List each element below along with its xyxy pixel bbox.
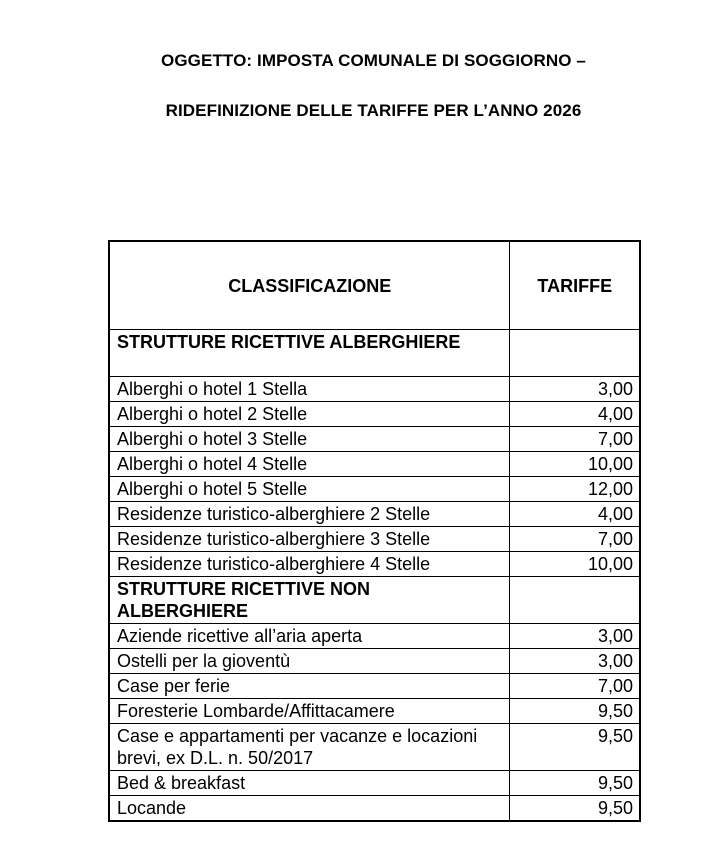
row-value: 4,00 [509,402,640,427]
row-value: 9,50 [509,796,640,822]
table-row [109,502,640,527]
section-row [109,330,640,377]
table-row [109,377,640,402]
row-label: STRUTTURE RICETTIVE NON ALBERGHIERE [109,577,509,624]
row-value: 10,00 [509,552,640,577]
row-value: 9,50 [509,771,640,796]
row-label: Alberghi o hotel 5 Stelle [109,477,509,502]
row-value: 3,00 [509,377,640,402]
table-row [109,402,640,427]
table-row [109,624,640,649]
document-title-line2: RIDEFINIZIONE DELLE TARIFFE PER L’ANNO 2026 [165,101,582,120]
row-label: STRUTTURE RICETTIVE ALBERGHIERE [109,330,509,377]
row-label: Foresterie Lombarde/Affittacamere [109,699,509,724]
row-value: 12,00 [509,477,640,502]
row-label: Ostelli per la gioventù [109,649,509,674]
table-row [109,724,640,771]
row-value: 3,00 [509,649,640,674]
row-label: Aziende ricettive all’aria aperta [109,624,509,649]
table-row [109,649,640,674]
row-value: 4,00 [509,502,640,527]
row-value: 7,00 [509,427,640,452]
row-value [509,330,640,377]
row-value: 7,00 [509,674,640,699]
tariff-table [108,240,641,822]
table-row [109,699,640,724]
table-row [109,552,640,577]
document-title-line1: OGGETTO: IMPOSTA COMUNALE DI SOGGIORNO – [161,51,586,70]
table-header-row [109,241,640,330]
table-row [109,427,640,452]
row-value [509,577,640,624]
row-value: 9,50 [509,699,640,724]
row-value: 10,00 [509,452,640,477]
column-header-classificazione: CLASSIFICAZIONE [109,241,509,330]
table-row [109,796,640,822]
row-label: Locande [109,796,509,822]
row-label: Case e appartamenti per vacanze e locazioni brevi, ex D.L. n. 50/2017 [109,724,509,771]
table-row [109,771,640,796]
row-label: Case per ferie [109,674,509,699]
row-label: Alberghi o hotel 2 Stelle [109,402,509,427]
row-label: Residenze turistico-alberghiere 4 Stelle [109,552,509,577]
table-row [109,477,640,502]
table-row [109,674,640,699]
row-label: Alberghi o hotel 3 Stelle [109,427,509,452]
table-row [109,452,640,477]
row-label: Alberghi o hotel 4 Stelle [109,452,509,477]
column-header-tariffe: TARIFFE [509,241,640,330]
row-value: 9,50 [509,724,640,771]
row-value: 7,00 [509,527,640,552]
table-row [109,527,640,552]
row-label: Residenze turistico-alberghiere 2 Stelle [109,502,509,527]
section-row [109,577,640,624]
row-label: Residenze turistico-alberghiere 3 Stelle [109,527,509,552]
row-label: Bed & breakfast [109,771,509,796]
row-value: 3,00 [509,624,640,649]
row-label: Alberghi o hotel 1 Stella [109,377,509,402]
